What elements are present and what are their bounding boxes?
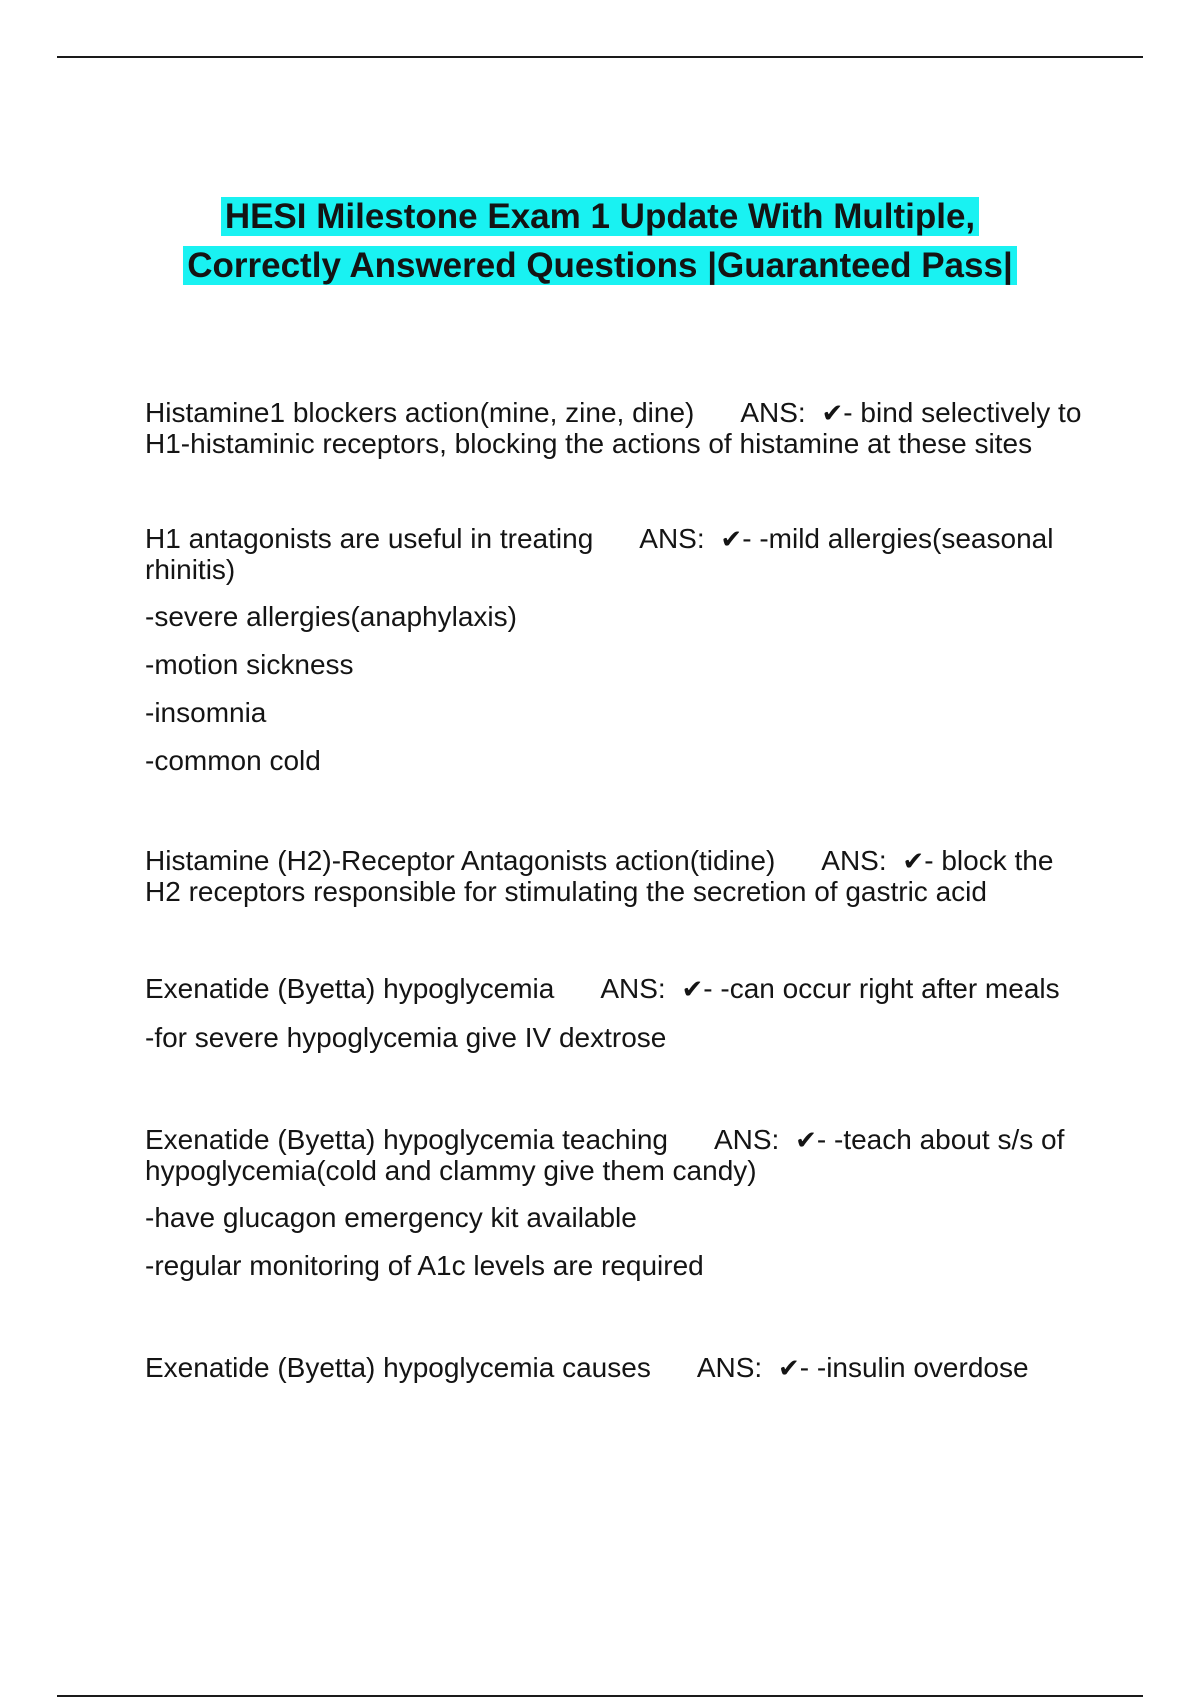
title-line-1: HESI Milestone Exam 1 Update With Multiple, <box>221 197 979 236</box>
list-item: -motion sickness <box>145 649 354 680</box>
list-item: -regular monitoring of A1c levels are required <box>145 1250 704 1281</box>
qa-block <box>145 1353 1095 1384</box>
top-rule <box>57 56 1143 58</box>
bottom-rule <box>57 1695 1143 1697</box>
question-text: Histamine1 blockers action(mine, zine, dine) <box>145 397 695 428</box>
list-item: -insomnia <box>145 697 267 728</box>
ans-label: ANS: <box>740 397 806 428</box>
list-item: -for severe hypoglycemia give IV dextrose <box>145 1022 667 1053</box>
question-text: Exenatide (Byetta) hypoglycemia causes <box>145 1352 651 1383</box>
answer-text: - -mild allergies(seasonal rhinitis) <box>145 523 1054 585</box>
list-item: -common cold <box>145 745 321 776</box>
answer-text: - block the H2 receptors responsible for stimulating the secretion of gastric acid <box>145 845 1054 907</box>
checkmark-icon: ✔ <box>902 847 925 877</box>
answer-text: - -insulin overdose <box>799 1352 1029 1383</box>
qa-entry <box>145 1353 1095 1384</box>
question-text: H1 antagonists are useful in treating <box>145 523 594 554</box>
question-text: Histamine (H2)-Receptor Antagonists action(tidine) <box>145 845 776 876</box>
checkmark-icon: ✔ <box>777 1354 800 1384</box>
qa-entry <box>145 1125 1095 1185</box>
checkmark-icon: ✔ <box>720 525 743 555</box>
qa-list <box>145 398 1095 1384</box>
question-text: Exenatide (Byetta) hypoglycemia teaching <box>145 1124 668 1155</box>
ans-label: ANS: <box>713 1124 780 1155</box>
title-line-2: Correctly Answered Questions |Guaranteed Pass| <box>183 246 1017 285</box>
qa-entry <box>145 524 1095 584</box>
checkmark-icon: ✔ <box>681 975 704 1005</box>
list-item: -have glucagon emergency kit available <box>145 1202 637 1233</box>
ans-label: ANS: <box>696 1352 763 1383</box>
document-title <box>100 192 1100 290</box>
qa-block <box>145 1125 1095 1281</box>
list-item: -severe allergies(anaphylaxis) <box>145 601 517 632</box>
qa-entry <box>145 846 1095 906</box>
qa-block <box>145 974 1095 1053</box>
checkmark-icon: ✔ <box>795 1126 817 1156</box>
qa-block <box>145 398 1095 458</box>
qa-block <box>145 524 1095 776</box>
ans-label: ANS: <box>600 973 666 1004</box>
checkmark-icon: ✔ <box>821 399 844 429</box>
qa-block <box>145 846 1095 906</box>
qa-entry <box>145 974 1095 1005</box>
question-text: Exenatide (Byetta) hypoglycemia <box>145 973 555 1004</box>
answer-text: - bind selectively to H1-histaminic receptors, blocking the actions of histamine at these sites <box>145 397 1082 459</box>
answer-text: - -can occur right after meals <box>703 973 1060 1004</box>
answer-text: - -teach about s/s of hypoglycemia(cold and clammy give them candy) <box>145 1124 1065 1186</box>
qa-entry <box>145 398 1095 458</box>
ans-label: ANS: <box>821 845 887 876</box>
ans-label: ANS: <box>639 523 705 554</box>
